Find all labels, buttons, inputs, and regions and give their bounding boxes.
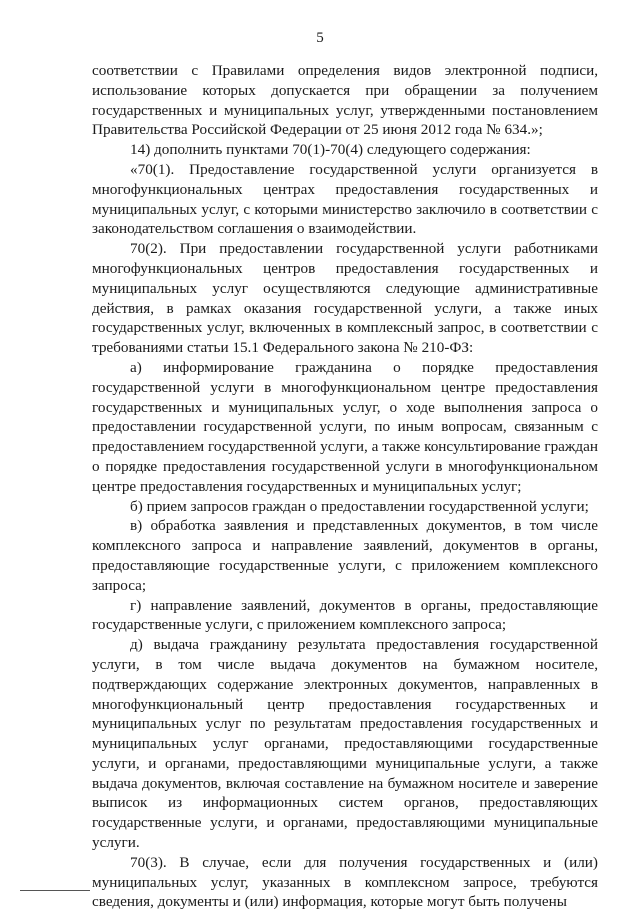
page-number: 5 xyxy=(316,30,324,46)
list-item-d: д) выдача гражданину результата предоставления государственной услуги, в том числе выдача документов на бумажном носителе, подтверждающих содержание электронных документов, направленных в многофункциональный центр предоставления государственных и муниципальных услуг по результатам предоставления государственных и муниципальных услуг органами, предоставляющими государственные услуги, и органами, предоставляющими муниципальные услуги, а также выдача документов, включая составление на бумажном носителе и заверение выписок из информационных систем органов, предоставляющих государственные услуги, и органами, предоставляющими муниципальные услуги. xyxy=(92,636,598,852)
list-item-v: в) обработка заявления и представленных документов, в том числе комплексного запроса и направление заявлений, документов в органы, предоставляющие государственные услуги, с приложением комплексного запроса; xyxy=(92,517,598,594)
paragraph-70-1: «70(1). Предоставление государственной услуги организуется в многофункциональных центрах предоставления государственных и муниципальных услуг, с которыми министерство заключило в соответствии с законодательством соглашения о взаимодействии. xyxy=(92,160,598,238)
paragraph-70-3: 70(3). В случае, если для получения государственных и (или) муниципальных услуг, указанных в комплексном запросе, требуются сведения, документы и (или) информация, которые могут быть получены xyxy=(92,853,598,911)
footer-divider xyxy=(20,890,90,891)
paragraph-item-14: 14) дополнить пунктами 70(1)-70(4) следующего содержания: xyxy=(130,141,531,159)
paragraph-continuation: соответствии с Правилами определения видов электронной подписи, использование которых допускается при обращении за получением государственных и муниципальных услуг, утвержденными постановлением Правительства Российской Федерации от 25 июня 2012 года № 634.»; xyxy=(92,62,598,139)
list-item-a: а) информирование гражданина о порядке предоставления государственной услуги в многофункциональном центре предоставления государственных и муниципальных услуг, о ходе выполнения запроса о предоставлении государственной услуги, по иным вопросам, связанным с предоставлением государственной услуги, а также консультирование граждан о порядке предоставления государственной услуги в многофункциональном центре предоставления государственных и муниципальных услуг; xyxy=(92,358,598,495)
list-item-g: г) направление заявлений, документов в органы, предоставляющие государственные услуги, с приложением комплексного запроса; xyxy=(92,596,598,634)
paragraph-70-2: 70(2). При предоставлении государственной услуги работниками многофункциональных центров предоставления государственных и муниципальных услуг осуществляются следующие административные действия, в рамках оказания государственной услуги, а также иных государственных услуг, включенных в комплексный запрос, в соответствии с требованиями статьи 15.1 Федерального закона № 210-ФЗ: xyxy=(92,240,598,357)
list-item-b: б) прием запросов граждан о предоставлении государственной услуги; xyxy=(130,497,589,515)
body-text xyxy=(92,61,598,912)
